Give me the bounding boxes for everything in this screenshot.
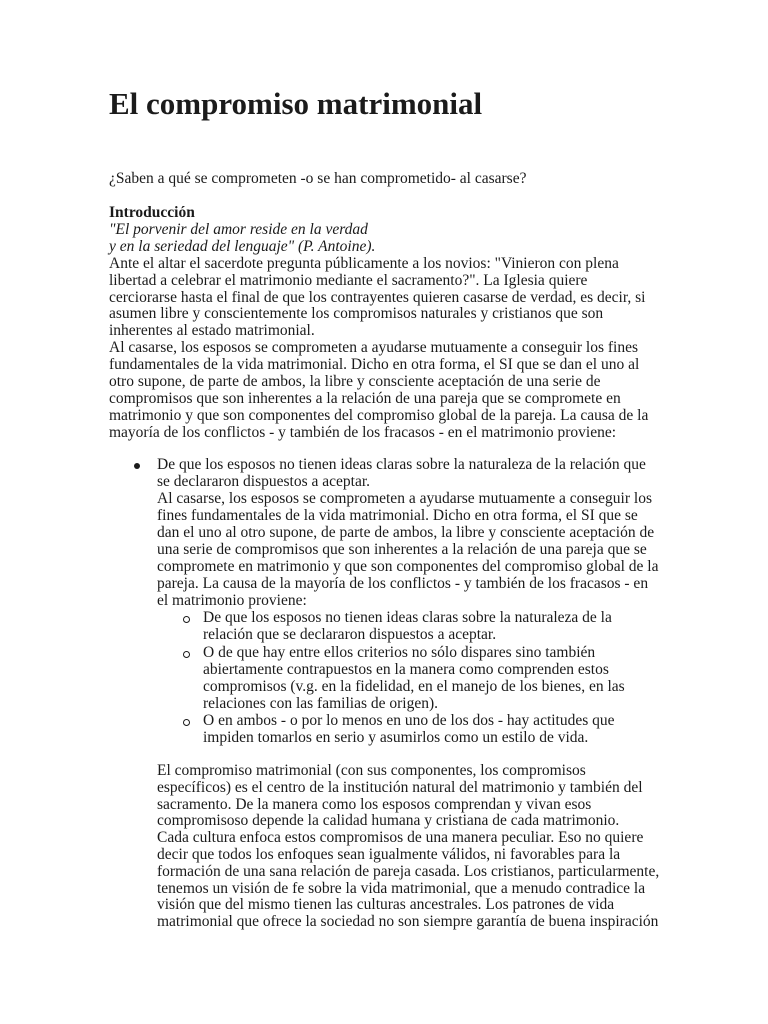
paragraph-line: compromisoso depende la calidad humana y cristiana de cada matrimonio. [157, 812, 620, 830]
list-item-line: se declararon dispuestos a aceptar. [157, 473, 371, 491]
paragraph-line: matrimonial que ofrece la sociedad no son siempre garantía de buena inspiración [157, 913, 659, 931]
intro-question-block [109, 171, 526, 188]
bullet-list [157, 456, 658, 746]
paragraph-line: mayoría de los conflictos - y también de los fracasos - en el matrimonio proviene: [109, 423, 617, 441]
paragraph-line: específicos) es el centro de la institución natural del matrimonio y también del [157, 778, 643, 796]
paragraph-line: Cada cultura enfoca estos compromisos de una manera peculiar. Eso no quiere [157, 829, 644, 847]
sub-list-item-line: relación que se declararon dispuestos a aceptar. [203, 626, 497, 644]
section-heading: Introducción [109, 204, 195, 221]
sub-list [157, 609, 658, 745]
epigraph-line: y en la seriedad del lenguaje" (P. Antoine). [109, 237, 376, 255]
sub-list-item-line: compromisos (v.g. en la fidelidad, en el manejo de los bienes, en las [203, 677, 625, 695]
paragraph-line: decir que todos los enfoques sean igualmente válidos, ni favorables para la [157, 845, 621, 863]
paragraph-line: otro supone, de parte de ambos, la libre y consciente aceptación de una serie de [109, 373, 601, 391]
hollow-bullet-icon [183, 651, 190, 658]
paragraph-line: matrimonio y que son componentes del compromiso global de la pareja. La causa de la [109, 406, 649, 424]
sub-list-item [157, 712, 658, 746]
list-item-line: dan el uno al otro supone, de parte de ambos, la libre y consciente aceptación de [157, 524, 655, 542]
closing-paragraph [157, 763, 659, 931]
list-item-line: una serie de compromisos que son inherentes a la relación de una pareja que se [157, 541, 647, 559]
sub-list-item-line: impiden tomarlos en serio y asumirlos como un estilo de vida. [203, 728, 589, 746]
paragraph-line: sacramento. De la manera como los esposos comprendan y vivan esos [157, 795, 592, 813]
paragraph-line: fundamentales de la vida matrimonial. Dicho en otra forma, el SI que se dan el uno al [109, 356, 640, 374]
sub-list-item-line: relaciones con las familias de origen). [203, 694, 438, 712]
sub-list-item-line: O de que hay entre ellos criterios no sólo dispares sino también [203, 643, 596, 661]
epigraph-line: "El porvenir del amor reside en la verdad [109, 220, 368, 238]
list-item [157, 456, 658, 746]
paragraph-line: formación de una sana relación de pareja casada. Los cristianos, particularmente, [157, 862, 660, 880]
paragraph-line: tenemos un visión de fe sobre la vida matrimonial, que a menudo contradice la [157, 879, 646, 897]
sub-list-item [157, 644, 658, 712]
paragraph-line: El compromiso matrimonial (con sus componentes, los compromisos [157, 762, 586, 779]
hollow-bullet-icon [183, 719, 190, 726]
list-item-line: fines fundamentales de la vida matrimonial. Dicho en otra forma, el SI que se [157, 507, 638, 525]
paragraph-line: cerciorarse hasta el final de que los contrayentes quieren casarse de verdad, es decir, si [109, 288, 646, 306]
list-item-line: compromete en matrimonio y que son componentes del compromiso global de la [157, 558, 659, 576]
list-item-line: De que los esposos no tienen ideas claras sobre la naturaleza de la relación que [157, 456, 646, 473]
intro-question: ¿Saben a qué se comprometen -o se han comprometido- al casarse? [109, 170, 527, 187]
introduction-section [109, 205, 648, 442]
paragraph-line: asumen libre y conscientemente los compromisos naturales y cristianos que son [109, 305, 604, 323]
paragraph-line: libertad a celebrar el matrimonio mediante el sacramento?". La Iglesia quiere [109, 271, 588, 289]
paragraph-line: inherentes al estado matrimonial. [109, 322, 315, 340]
list-item-line: Al casarse, los esposos se comprometen a ayudarse mutuamente a conseguir los [157, 490, 652, 508]
paragraph-line: Ante el altar el sacerdote pregunta públicamente a los novios: "Vinieron con plena [109, 254, 619, 272]
sub-list-item-line: De que los esposos no tienen ideas claras sobre la naturaleza de la [203, 609, 612, 627]
document-title: El compromiso matrimonial [109, 86, 483, 121]
hollow-bullet-icon [183, 616, 190, 623]
sub-list-item [157, 609, 658, 643]
list-item-line: pareja. La causa de la mayoría de los conflictos - y también de los fracasos - en [157, 575, 649, 593]
paragraph-line: visión que del mismo tienen las culturas ancestrales. Los patrones de vida [157, 896, 615, 914]
list-item-line: el matrimonio proviene: [157, 592, 307, 610]
bullet-icon [134, 463, 140, 469]
sub-list-item-line: abiertamente contrapuestos en la manera como comprenden estos [203, 660, 609, 678]
paragraph-line: Al casarse, los esposos se comprometen a ayudarse mutuamente a conseguir los fines [109, 339, 638, 357]
paragraph-line: compromisos que son inherentes a la relación de una pareja que se compromete en [109, 389, 621, 407]
sub-list-item-line: O en ambos - o por lo menos en uno de los dos - hay actitudes que [203, 711, 615, 729]
